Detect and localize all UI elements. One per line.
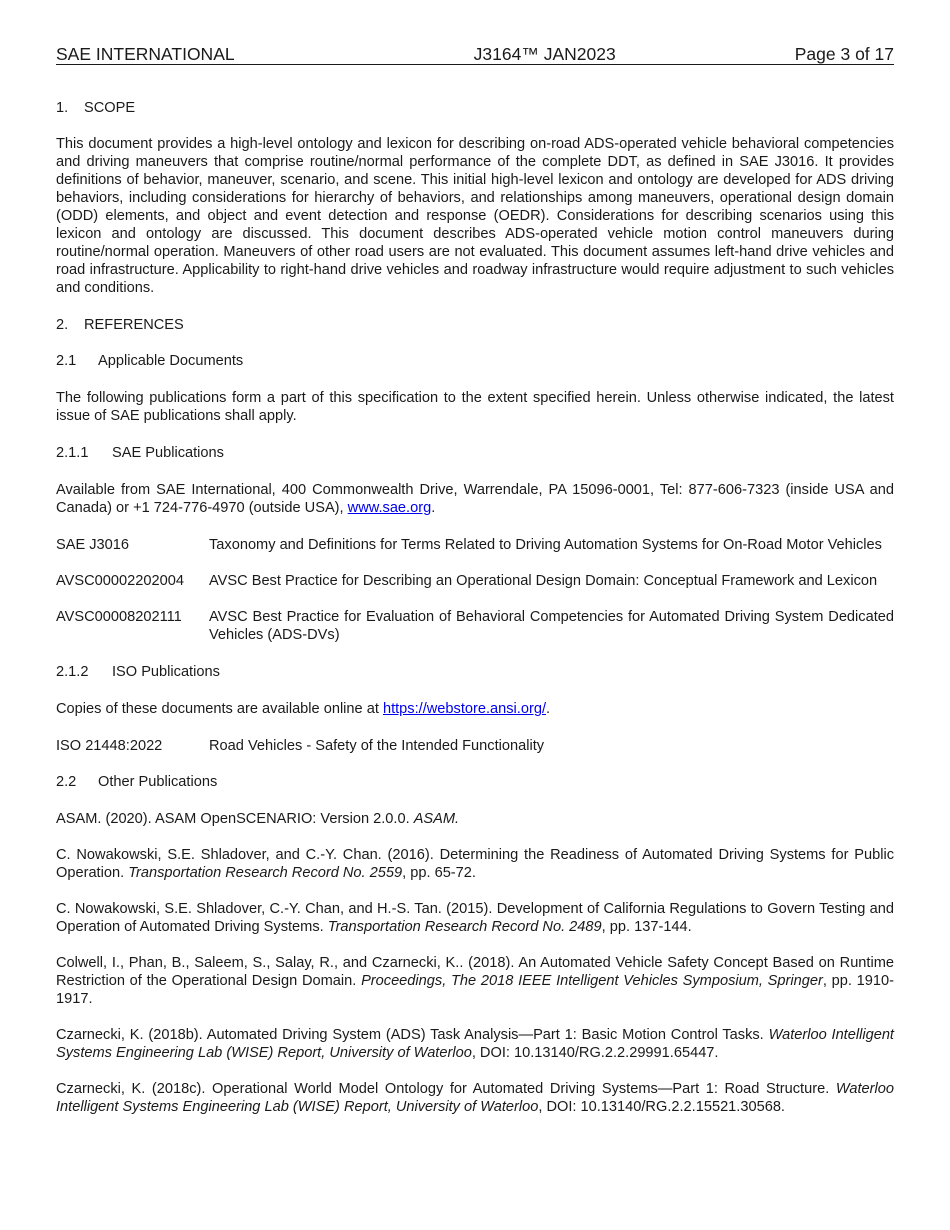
section-references-heading xyxy=(56,316,894,334)
entry-text: Czarnecki, K. (2018b). Automated Driving System (ADS) Task Analysis—Part 1: Basic Motion Control Tasks. xyxy=(56,1027,769,1043)
reference-description: Road Vehicles - Safety of the Intended Functionality xyxy=(209,738,545,754)
entry-details: , pp. 137-144. xyxy=(601,919,692,935)
scope-paragraph: This document provides a high-level ontology and lexicon for describing on-road ADS-operated vehicle behavioral competencies and driving maneuvers that comprise routine/normal performance of the complete DDT, as defined in SAE J3016. It provides definitions of behavior, maneuver, scenario, and scene. This initial high-level lexicon and ontology are developed for ADS driving behaviors, including considerations for hierarchy of behaviors, and relationships among maneuvers, operational design domain (ODD) elements, and object and event detection and response (OEDR). Considerations for describing scenarios using this lexicon and ontology are discussed. This document describes ADS-operated vehicle motion control maneuvers during routine/normal operation. Maneuvers of other road users are not evaluated. This document assumes left-hand drive vehicles and road infrastructure. Applicability to right-hand drive vehicles and roadway infrastructure would require adjustment to such vehicles and conditions. xyxy=(56,136,894,296)
subsection-sae-heading xyxy=(56,444,894,462)
document-page xyxy=(56,44,894,1116)
bibliography-entry xyxy=(56,1080,894,1116)
section-number: 2.1.2 xyxy=(56,664,89,680)
entry-source: ASAM. xyxy=(413,811,460,827)
header-page-number: Page 3 of 17 xyxy=(794,44,894,64)
sae-intro-paragraph xyxy=(56,481,894,517)
section-number: 2. xyxy=(56,317,69,333)
bibliography-entry xyxy=(56,900,894,936)
entry-text: Czarnecki, K. (2018c). Operational World Model Ontology for Automated Driving Systems—Part 1: Road Structure. xyxy=(56,1081,836,1097)
bibliography-entry xyxy=(56,846,894,882)
sae-website-link[interactable]: www.sae.org xyxy=(347,500,432,516)
section-number: 2.1 xyxy=(56,353,77,369)
section-title: Other Publications xyxy=(98,774,218,790)
ansi-webstore-link[interactable]: https://webstore.ansi.org/ xyxy=(382,701,546,717)
reference-item xyxy=(56,572,894,590)
entry-text: C. Nowakowski, S.E. Shladover, C.-Y. Chan, and H.-S. Tan. (2015). Development of California Regulations to Govern Testing and Operation of Automated Driving Systems. xyxy=(56,901,894,935)
reference-code: AVSC00002202004 xyxy=(56,573,184,589)
header-org: SAE INTERNATIONAL xyxy=(56,44,235,64)
entry-source: Waterloo Intelligent Systems Engineering Lab (WISE) Report, University of Waterloo xyxy=(56,1027,894,1061)
reference-description: AVSC Best Practice for Describing an Operational Design Domain: Conceptual Framework and Lexicon xyxy=(209,573,878,589)
reference-description: Taxonomy and Definitions for Terms Related to Driving Automation Systems for On-Road Motor Vehicles xyxy=(209,537,882,553)
entry-source: Transportation Research Record No. 2489 xyxy=(327,919,602,935)
reference-item xyxy=(56,536,894,554)
reference-code: ISO 21448:2022 xyxy=(56,738,163,754)
subsection-applicable-heading xyxy=(56,352,894,370)
entry-source: Proceedings, The 2018 IEEE Intelligent Vehicles Symposium, Springer xyxy=(361,973,823,989)
section-title: ISO Publications xyxy=(112,664,220,680)
subsection-iso-heading xyxy=(56,663,894,681)
section-number: 2.1.1 xyxy=(56,445,89,461)
reference-code: AVSC00008202111 xyxy=(56,609,182,625)
page-header xyxy=(56,44,894,65)
reference-description: AVSC Best Practice for Evaluation of Behavioral Competencies for Automated Driving System Dedicated Vehicles (ADS-DVs) xyxy=(209,609,894,643)
entry-source: Transportation Research Record No. 2559 xyxy=(128,865,403,881)
section-title: REFERENCES xyxy=(84,317,184,333)
entry-text: ASAM. (2020). ASAM OpenSCENARIO: Version 2.0.0. xyxy=(56,811,414,827)
reference-item xyxy=(56,608,894,644)
subsection-other-heading xyxy=(56,773,894,791)
bibliography-entry xyxy=(56,1026,894,1062)
reference-item xyxy=(56,737,894,755)
section-title: SCOPE xyxy=(84,100,136,116)
entry-details: , pp. 1910-1917. xyxy=(56,973,894,1007)
entry-details: , pp. 65-72. xyxy=(402,865,476,881)
entry-text: Colwell, I., Phan, B., Saleem, S., Salay, R., and Czarnecki, K.. (2018). An Automated Vehicle Safety Concept Based on Runtime Restriction of the Operational Design Domain. xyxy=(56,955,894,989)
section-number: 2.2 xyxy=(56,774,77,790)
iso-intro-paragraph xyxy=(56,700,894,718)
bibliography-entry xyxy=(56,810,894,828)
section-title: SAE Publications xyxy=(112,445,224,461)
section-scope-heading xyxy=(56,99,894,117)
entry-details: , DOI: 10.13140/RG.2.2.15521.30568. xyxy=(538,1099,785,1115)
section-title: Applicable Documents xyxy=(98,353,244,369)
sae-intro-text: Available from SAE International, 400 Commonwealth Drive, Warrendale, PA 15096-0001, Tel: 877-606-7323 (inside USA and Canada) or +1 724-776-4970 (outside USA), xyxy=(56,482,894,516)
entry-text: C. Nowakowski, S.E. Shladover, and C.-Y. Chan. (2016). Determining the Readiness of Automated Driving Systems for Public Operation. xyxy=(56,847,894,881)
iso-intro-end: . xyxy=(546,701,551,717)
sae-intro-end: . xyxy=(431,500,436,516)
applicable-paragraph: The following publications form a part of this specification to the extent specified herein. Unless otherwise indicated, the latest issue of SAE publications shall apply. xyxy=(56,390,894,424)
entry-source: Waterloo Intelligent Systems Engineering Lab (WISE) Report, University of Waterloo xyxy=(56,1081,894,1115)
section-number: 1. xyxy=(56,100,69,116)
entry-details: , DOI: 10.13140/RG.2.2.29991.65447. xyxy=(471,1045,719,1061)
reference-code: SAE J3016 xyxy=(56,537,130,553)
bibliography-entry xyxy=(56,954,894,1008)
iso-intro-text: Copies of these documents are available online at xyxy=(56,701,383,717)
header-doc-id: J3164™ JAN2023 xyxy=(473,44,616,64)
